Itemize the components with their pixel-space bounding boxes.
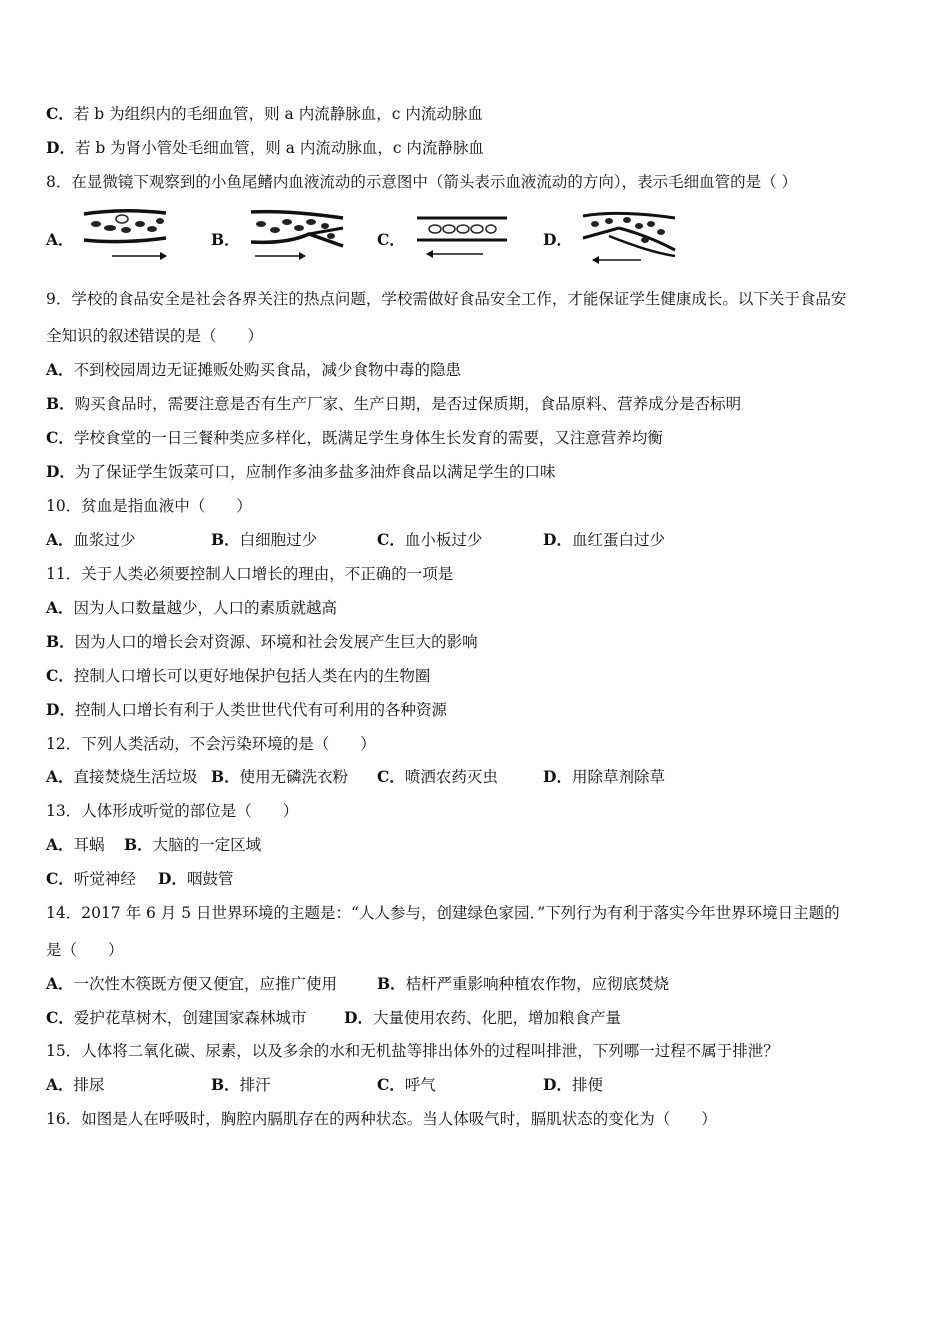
q11-option-a[interactable]: A．因为人口数量越少，人口的素质就越高 — [46, 598, 338, 617]
q7-option-d: D．若 b 为肾小管处毛细血管，则 a 内流动脉血，c 内流静脉血 — [46, 138, 484, 157]
q12-option-d[interactable]: D．用除草剂除草 — [543, 767, 665, 786]
q14-option-d[interactable]: D．大量使用农药、化肥，增加粮食产量 — [344, 1008, 621, 1027]
vessel-diagram-c-icon — [413, 206, 513, 266]
q14-option-c[interactable]: C．爱护花草树木，创建国家森林城市 — [46, 1008, 307, 1027]
q14-option-a[interactable]: A．一次性木筷既方便又便宜，应推广使用 — [46, 974, 338, 993]
q9-stem-line2: 全知识的叙述错误的是（ ） — [46, 327, 264, 345]
q14-options-row2 — [46, 1008, 906, 1028]
q8-stem: 8．在显微镜下观察到的小鱼尾鳍内血液流动的示意图中（箭头表示血液流动的方向），表示毛细血管的是（ ） — [46, 173, 798, 191]
q10-option-d[interactable]: D．血红蛋白过少 — [543, 530, 665, 549]
q9-option-c[interactable]: C．学校食堂的一日三餐种类应多样化，既满足学生身体生长发育的需要，又注意营养均衡 — [46, 428, 663, 447]
q15-option-b[interactable]: B．排汗 — [211, 1075, 271, 1094]
q9-option-d[interactable]: D．为了保证学生饭菜可口，应制作多油多盐多油炸食品以满足学生的口味 — [46, 462, 556, 481]
q15-option-c[interactable]: C．呼气 — [377, 1075, 436, 1094]
q11-option-b[interactable]: B．因为人口的增长会对资源、环境和社会发展产生巨大的影响 — [46, 632, 478, 651]
q16-stem: 16．如图是人在呼吸时，胸腔内膈肌存在的两种状态。当人体吸气时，膈肌状态的变化为（ ） — [46, 1110, 717, 1128]
q12-stem: 12．下列人类活动，不会污染环境的是（ ） — [46, 735, 376, 753]
q10-option-a[interactable]: A．血浆过少 — [46, 530, 136, 549]
q11-option-c[interactable]: C．控制人口增长可以更好地保护包括人类在内的生物圈 — [46, 666, 431, 685]
q15-option-d[interactable]: D．排便 — [543, 1075, 603, 1094]
q11-option-d[interactable]: D．控制人口增长有利于人类世世代代有可利用的各种资源 — [46, 700, 447, 719]
q15-option-a[interactable]: A．排尿 — [46, 1075, 105, 1094]
q13-options-row2 — [46, 869, 906, 889]
q15-stem: 15．人体将二氧化碳、尿素，以及多余的水和无机盐等排出体外的过程叫排泄，下列哪一过程不属于排泄？ — [46, 1042, 779, 1060]
vessel-diagram-b-icon — [247, 206, 347, 266]
q12-option-b[interactable]: B．使用无磷洗衣粉 — [211, 767, 349, 786]
q13-option-d[interactable]: D．咽鼓管 — [158, 869, 234, 888]
q13-option-a[interactable]: A．耳蜗 — [46, 835, 105, 854]
q13-option-b[interactable]: B．大脑的一定区域 — [124, 835, 262, 854]
q13-stem: 13．人体形成听觉的部位是（ ） — [46, 802, 299, 820]
q10-options — [46, 530, 906, 550]
q12-option-a[interactable]: A．直接焚烧生活垃圾 — [46, 767, 198, 786]
q13-option-c[interactable]: C．听觉神经 — [46, 869, 136, 888]
q9-stem-line1: 9．学校的食品安全是社会各界关注的热点问题，学校需做好食品安全工作，才能保证学生健康成长。以下关于食品安 — [46, 290, 847, 308]
q9-option-b[interactable]: B．购买食品时，需要注意是否有生产厂家、生产日期，是否过保质期，食品原料、营养成分是否标明 — [46, 394, 742, 413]
q10-stem: 10．贫血是指血液中（ ） — [46, 497, 252, 515]
vessel-diagram-d-icon — [579, 206, 679, 266]
q15-options — [46, 1075, 906, 1095]
q7-option-c: C．若 b 为组织内的毛细血管，则 a 内流静脉血，c 内流动脉血 — [46, 104, 483, 123]
q9-option-a[interactable]: A．不到校园周边无证摊贩处购买食品，减少食物中毒的隐患 — [46, 360, 462, 379]
q10-option-b[interactable]: B．白细胞过少 — [211, 530, 318, 549]
q11-stem: 11．关于人类必须要控制人口增长的理由，不正确的一项是 — [46, 565, 454, 583]
q12-options — [46, 767, 906, 787]
q14-options-row1 — [46, 974, 906, 994]
vessel-diagram-a-icon — [82, 206, 170, 266]
q12-option-c[interactable]: C．喷洒农药灭虫 — [377, 767, 498, 786]
q8-options: A． B． C． D． — [46, 206, 906, 268]
q14-stem-line2: 是（ ） — [46, 941, 124, 959]
q13-options-row1 — [46, 835, 906, 855]
q14-stem-line1: 14．2017 年 6 月 5 日世界环境的主题是：“人人参与，创建绿色家园．”下列行为有利于落实今年世界环境日主题的 — [46, 904, 840, 922]
q14-option-b[interactable]: B．桔杆严重影响种植农作物，应彻底焚烧 — [377, 974, 670, 993]
q10-option-c[interactable]: C．血小板过少 — [377, 530, 483, 549]
